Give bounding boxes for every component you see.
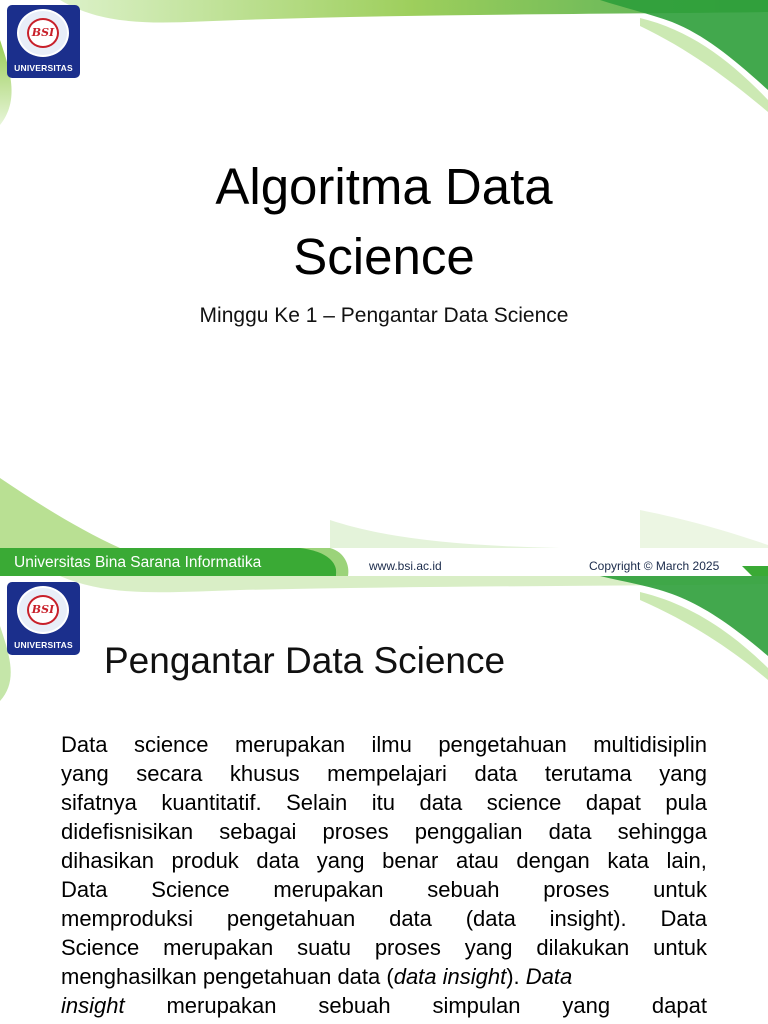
word: sehingga: [617, 819, 707, 844]
word: Science: [61, 935, 140, 960]
word: science: [133, 732, 209, 757]
presentation-title: Algoritma Data Science: [215, 158, 553, 285]
word: yang: [659, 761, 707, 786]
word: multidisiplin: [593, 732, 707, 757]
word: ilmu: [371, 732, 412, 757]
word: sebuah: [318, 993, 391, 1018]
word: merupakan: [166, 993, 277, 1018]
word: mempelajari: [327, 761, 447, 786]
word: sebagai: [219, 819, 297, 844]
word: insight).: [549, 906, 627, 931]
word: Data: [660, 906, 707, 931]
word: itu: [371, 790, 395, 815]
paragraph-line: menghasilkan pengetahuan data ( data insight ). Data: [61, 964, 573, 989]
word: memproduksi: [61, 906, 194, 931]
word: data: [419, 790, 463, 815]
word: (data: [465, 906, 516, 931]
word: Selain: [286, 790, 348, 815]
word: yang: [316, 848, 365, 873]
word: atau: [455, 848, 499, 873]
paragraph-line: [61, 817, 707, 846]
paragraph-line: [61, 730, 707, 759]
word: proses: [322, 819, 389, 844]
word: untuk: [653, 877, 707, 902]
word: produk: [171, 848, 239, 873]
presentation-subtitle: Minggu Ke 1 – Pengantar Data Science: [199, 304, 569, 327]
word: pengetahuan: [438, 732, 567, 757]
word: data: [474, 761, 518, 786]
content-slide: [0, 576, 768, 1024]
paragraph-line: [61, 904, 707, 933]
word: dapat: [651, 993, 707, 1018]
word: Data: [61, 877, 108, 902]
word: untuk: [653, 935, 707, 960]
word: didefisnisikan: [61, 819, 194, 844]
word: kata: [607, 848, 649, 873]
word: yang: [562, 993, 611, 1018]
word: suatu: [297, 935, 351, 960]
word: data: [548, 819, 592, 844]
paragraph-line: [61, 875, 707, 904]
word: khusus: [229, 761, 300, 786]
footer-copyright: Copyright © March 2025: [589, 559, 720, 573]
paragraph-line: [61, 933, 707, 962]
bottom-right-wave: [640, 510, 768, 548]
bottom-left-wave: [0, 478, 120, 548]
word: merupakan: [163, 935, 274, 960]
word: dengan: [516, 848, 590, 873]
word: proses: [374, 935, 441, 960]
paragraph-line: [61, 759, 707, 788]
paragraph-line: [61, 991, 707, 1020]
word: insight: [61, 993, 125, 1018]
word: simpulan: [432, 993, 521, 1018]
word: pengetahuan: [226, 906, 356, 931]
word: data: [389, 906, 432, 931]
word: data: [256, 848, 300, 873]
word: dihasikan: [61, 848, 154, 873]
word: kuantitatif.: [161, 790, 262, 815]
word: yang: [464, 935, 513, 960]
bottom-mid-wave: [330, 520, 560, 548]
paragraph-line: [61, 846, 707, 875]
word: Data: [61, 732, 108, 757]
word: sebuah: [427, 877, 500, 902]
word: dilakukan: [536, 935, 630, 960]
word: penggalian: [414, 819, 523, 844]
word: pula: [665, 790, 707, 815]
word: yang: [61, 761, 109, 786]
word: merupakan: [234, 732, 346, 757]
word: terutama: [544, 761, 632, 786]
word: dapat: [585, 790, 641, 815]
university-logo: BSI UNIVERSITAS: [7, 5, 80, 78]
paragraph-line: [61, 788, 707, 817]
word: lain,: [666, 848, 707, 873]
word: merupakan: [273, 877, 384, 902]
word: benar: [382, 848, 439, 873]
university-logo: BSI UNIVERSITAS: [7, 582, 80, 655]
word: science: [486, 790, 562, 815]
footer-university-name: Universitas Bina Sarana Informatika: [14, 554, 262, 571]
body-paragraph: [61, 730, 707, 1020]
slide-heading: Pengantar Data Science: [104, 640, 506, 681]
footer-website: www.bsi.ac.id: [369, 559, 442, 573]
word: secara: [136, 761, 203, 786]
word: sifatnya: [61, 790, 137, 815]
word: proses: [543, 877, 610, 902]
word: Science: [151, 877, 230, 902]
